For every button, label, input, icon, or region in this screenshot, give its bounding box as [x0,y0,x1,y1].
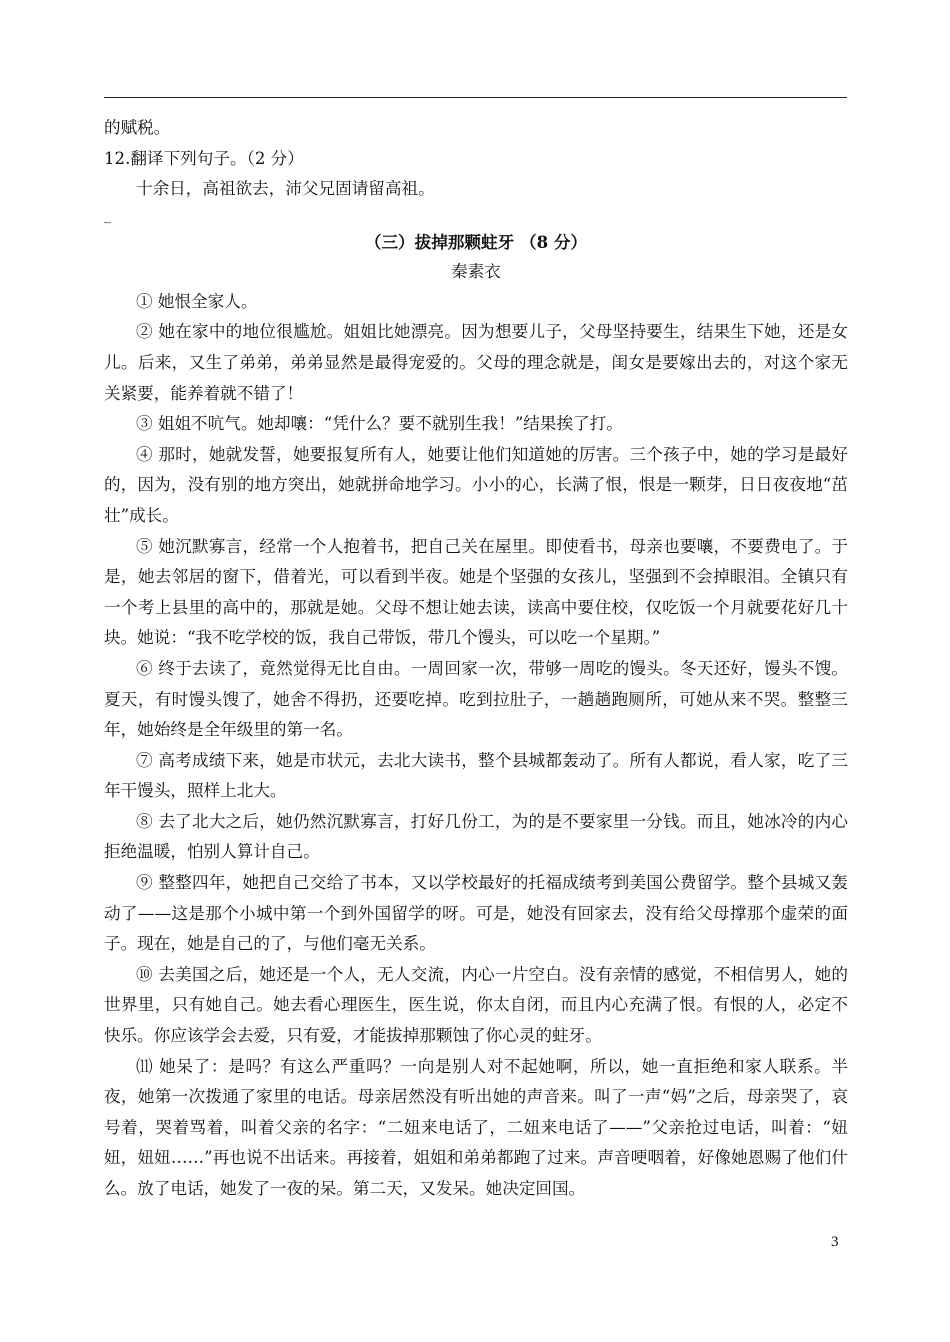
paragraph-10: ⑩ 去美国之后，她还是一个人，无人交流，内心一片空白。没有亲情的感觉，不相信男人，她的世界里，只有她自己。她去看心理医生，医生说，你太自闭，而且内心充满了恨。有恨的人，必定不快乐。你应该学会去爱，只有爱，才能拔掉那颗蚀了你心灵的蛀牙。 [104,964,848,1046]
paragraph-5: ⑤ 她沉默寡言，经常一个人抱着书，把自己关在屋里。即使看书，母亲也要嚷，不要费电了。于是，她去邻居的窗下，借着光，可以看到半夜。她是个坚强的女孩儿，坚强到不会掉眼泪。全镇只有一个考上县里的高中的，那就是她。父母不想让她去读，读高中要住校，仅吃饭一个月就要花好几十块。她说：“我不吃学校的饭，我自己带饭，带几个馒头，可以吃一个星期。” [104,536,848,648]
continuation-text: 的赋税。 [104,118,171,137]
paragraph-4: ④ 那时，她就发誓，她要报复所有人，她要让他们知道她的厉害。三个孩子中，她的学习是最好的，因为，没有别的地方突出，她就拼命地学习。小小的心，长满了恨，恨是一颗芽，日日夜夜地“茁壮”成长。 [104,444,848,525]
document-body [104,113,848,1205]
paragraph-1: ① 她恨全家人。 [136,291,258,311]
paragraph-8: ⑧ 去了北大之后，她仍然沉默寡言，打好几份工，为的是不要家里一分钱。而且，她冰冷的内心拒绝温暖，怕别人算计自己。 [104,811,848,862]
paragraph-3: ③ 姐姐不吭气。她却嚷：“凭什么？要不就别生我！”结果挨了打。 [136,414,623,434]
paragraph-6: ⑥ 终于去读了，竟然觉得无比自由。一周回家一次，带够一周吃的馒头。冬天还好，馒头不馊。夏天，有时馒头馊了，她舍不得扔，还要吃掉。吃到拉肚子，一趟趟跑厕所，可她从来不哭。整整三年，她始终是全年级里的第一名。 [104,658,848,740]
paragraph-7: ⑦ 高考成绩下来，她是市状元，去北大读书，整个县城都轰动了。所有人都说，看人家，吃了三年干馒头，照样上北大。 [104,750,848,801]
page-number: 3 [831,1234,839,1250]
paragraph-9: ⑨ 整整四年，她把自己交给了书本，又以学校最好的托福成绩考到美国公费留学。整个县城又轰动了——这是那个小城中第一个到外国留学的呀。可是，她没有回家去，没有给父母撑那个虚荣的面子。现在，她是自己的了，与他们毫无关系。 [104,873,848,954]
translation-sentence: 十余日，高祖欲去，沛父兄固请留高祖。 [136,179,435,199]
paragraph-2: ② 她在家中的地位很尴尬。姐姐比她漂亮。因为想要儿子，父母坚持要生，结果生下她，还是女儿。后来，又生了弟弟，弟弟显然是最得宠爱的。父母的理念就是，闺女是要嫁出去的，对这个家无关紧要，能养着就不错了！ [104,322,848,403]
question-12: 12.翻译下列句子。（2 分） [104,148,304,168]
answer-blank: _ [104,207,111,224]
author-name: 秦素衣 [451,261,501,281]
paragraph-11: ⑾ 她呆了：是吗？有这么严重吗？一向是别人对不起她啊，所以，她一直拒绝和家人联系。半夜，她第一次拨通了家里的电话。母亲居然没有听出她的声音来。叫了一声“妈”之后，母亲哭了，哀号着，哭着骂着，叫着父亲的名字：“二妞来电话了，二妞来电话了——”父亲抢过电话，叫着：“妞妞，妞妞……”再也说不出话来。再接着，姐姐和弟弟都跑了过来。声音哽咽着，好像她恩赐了他们什么。放了电话，她发了一夜的呆。第二天，又发呆。她决定回国。 [104,1056,848,1198]
header-rule [104,97,847,98]
section-title: （三）拔掉那颗蛀牙 （8 分） [364,231,588,252]
